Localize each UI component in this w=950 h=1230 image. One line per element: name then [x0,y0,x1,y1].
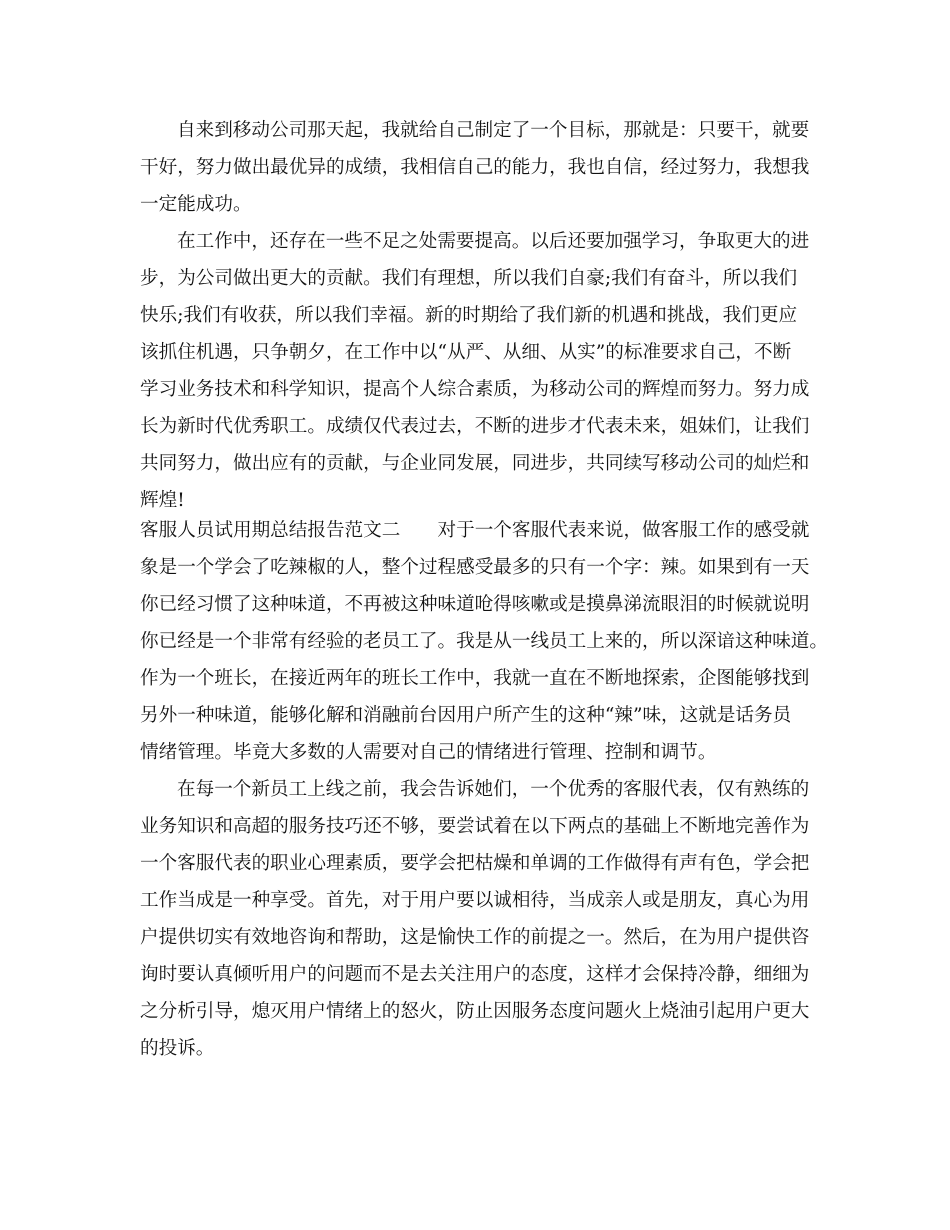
paragraph-3-line-5: 作为一个班长，在接近两年的班长工作中，我就一直在不断地探索，企图能够找到 [140,668,810,689]
paragraph-3-line-4: 你已经是一个非常有经验的老员工了。我是从一线员工上来的，所以深谙这种味道。 [140,631,828,652]
paragraph-4-line-7: 之分析引导，熄灭用户情绪上的怒火，防止因服务态度问题火上烧油引起用户更大 [140,1001,810,1022]
paragraph-2-line-1: 在工作中，还存在一些不足之处需要提高。以后还要加强学习，争取更大的进 [177,231,810,252]
paragraph-4-line-1: 在每一个新员工上线之前，我会告诉她们，一个优秀的客服代表，仅有熟练的 [177,779,810,800]
paragraph-1-line-2: 干好，努力做出最优异的成绩，我相信自己的能力，我也自信，经过努力，我想我 [140,157,810,178]
paragraph-1-line-1: 自来到移动公司那天起，我就给自己制定了一个目标，那就是：只要干，就要 [177,120,810,141]
paragraph-4-line-4: 工作当成是一种享受。首先，对于用户要以诚相待，当成亲人或是朋友，真心为用 [140,890,810,911]
paragraph-3-line-6: 另外一种味道，能够化解和消融前台因用户所产生的这种“辣”味，这就是话务员 [140,705,792,726]
section-title-line: 客服人员试用期总结报告范文二 对于一个客服代表来说，做客服工作的感受就 [140,520,810,541]
paragraph-2-line-6: 长为新时代优秀职工。成绩仅代表过去，不断的进步才代表未来，姐妹们，让我们 [140,416,810,437]
paragraph-2-line-8: 辉煌! [140,490,185,511]
paragraph-2-line-7: 共同努力，做出应有的贡献，与企业同发展，同进步，共同续写移动公司的灿烂和 [140,453,810,474]
paragraph-2-line-5: 学习业务技术和科学知识，提高个人综合素质，为移动公司的辉煌而努力。努力成 [140,379,810,400]
paragraph-4-line-3: 一个客服代表的职业心理素质，要学会把枯燥和单调的工作做得有声有色，学会把 [140,853,810,874]
paragraph-4-line-6: 询时要认真倾听用户的问题而不是去关注用户的态度，这样才会保持冷静，细细为 [140,964,810,985]
paragraph-4-line-8: 的投诉。 [140,1038,215,1059]
paragraph-3-line-2: 象是一个学会了吃辣椒的人，整个过程感受最多的只有一个字：辣。如果到有一天 [140,557,810,578]
paragraph-2-line-2: 步，为公司做出更大的贡献。我们有理想，所以我们自豪;我们有奋斗，所以我们 [140,268,798,289]
paragraph-1-line-3: 一定能成功。 [140,194,252,215]
paragraph-4-line-5: 户提供切实有效地咨询和帮助，这是愉快工作的前提之一。然后，在为用户提供咨 [140,927,810,948]
paragraph-2-line-3: 快乐;我们有收获，所以我们幸福。新的时期给了我们新的机遇和挑战，我们更应 [140,305,798,326]
paragraph-3-line-3: 你已经习惯了这种味道，不再被这种味道呛得咳嗽或是摸鼻涕流眼泪的时候就说明 [140,594,810,615]
paragraph-3-line-7: 情绪管理。毕竟大多数的人需要对自己的情绪进行管理、控制和调节。 [140,742,717,763]
paragraph-2-line-4: 该抓住机遇，只争朝夕，在工作中以“从严、从细、从实”的标准要求自己，不断 [140,342,792,363]
paragraph-4-line-2: 业务知识和高超的服务技巧还不够，要尝试着在以下两点的基础上不断地完善作为 [140,816,810,837]
